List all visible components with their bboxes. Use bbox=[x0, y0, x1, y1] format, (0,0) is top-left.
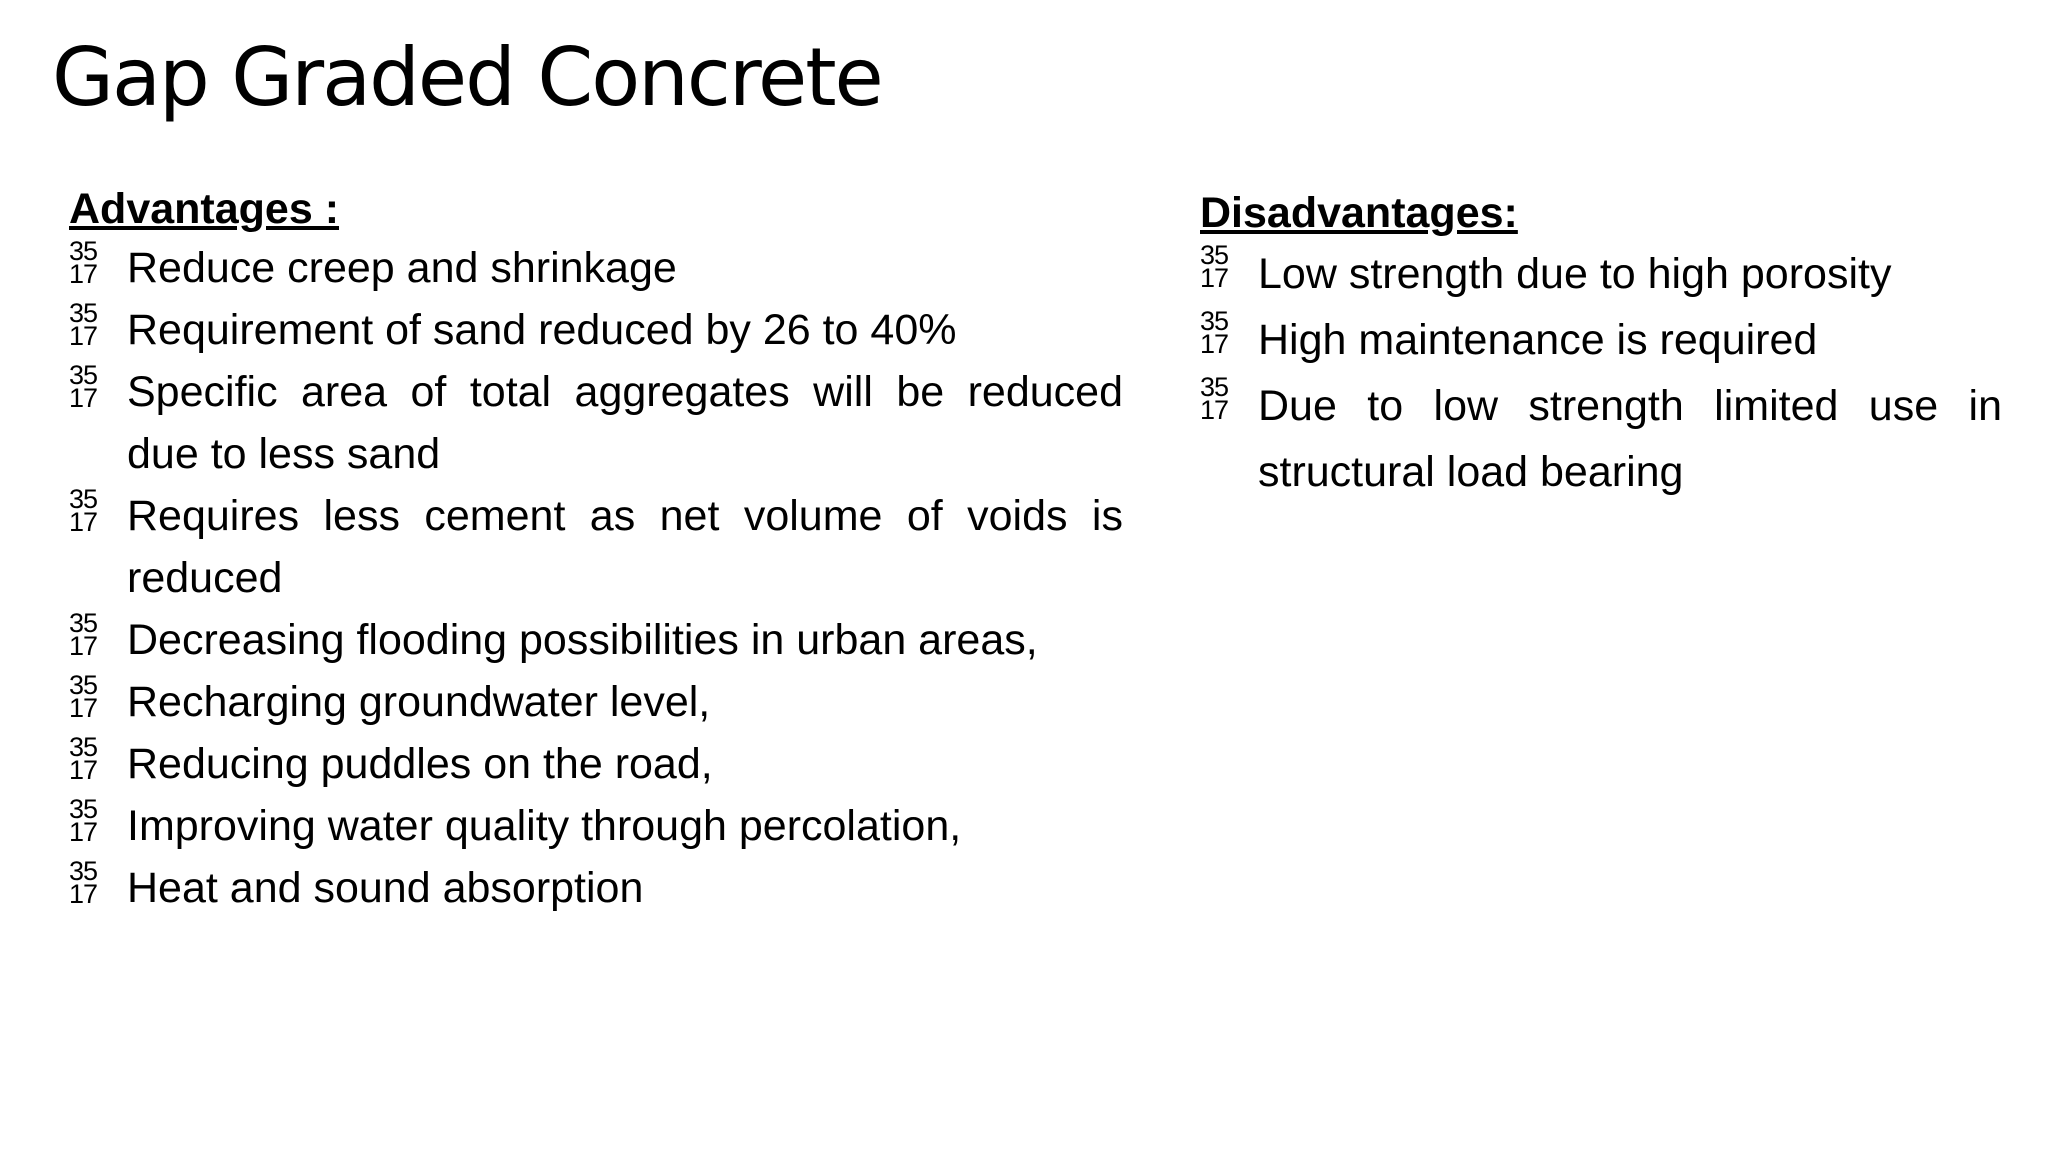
advantage-item bbox=[69, 299, 1123, 361]
bullet-icon: 35 17 bbox=[69, 608, 98, 661]
disadvantage-text: High maintenance is required bbox=[1258, 316, 1818, 364]
advantage-item bbox=[69, 733, 1123, 795]
bullet-icon: 35 17 bbox=[69, 484, 98, 537]
bullet-icon: 35 17 bbox=[69, 360, 98, 413]
advantages-heading: Advantages : bbox=[69, 185, 340, 233]
advantage-text: Heat and sound absorption bbox=[127, 864, 644, 912]
bullet-icon: 35 17 bbox=[69, 298, 98, 351]
advantage-text: Improving water quality through percolation, bbox=[127, 802, 962, 850]
advantage-text: Specific area of total aggregates will be reduced due to less sand bbox=[127, 368, 1123, 478]
disadvantages-list bbox=[1200, 241, 2002, 505]
advantage-item bbox=[69, 485, 1123, 609]
advantage-item bbox=[69, 671, 1123, 733]
advantage-item bbox=[69, 857, 1123, 919]
disadvantage-text: Low strength due to high porosity bbox=[1258, 250, 1892, 298]
advantages-section bbox=[69, 181, 1123, 919]
disadvantage-item bbox=[1200, 241, 2002, 307]
bullet-icon: 35 17 bbox=[69, 236, 98, 289]
bullet-icon: 35 17 bbox=[69, 856, 98, 909]
advantage-text: Recharging groundwater level, bbox=[127, 678, 711, 726]
disadvantages-section bbox=[1200, 185, 2002, 505]
disadvantage-item bbox=[1200, 307, 2002, 373]
bullet-icon: 35 17 bbox=[1200, 372, 1229, 425]
advantage-text: Requires less cement as net volume of voids is reduced bbox=[127, 492, 1123, 602]
disadvantage-text: Due to low strength limited use in structural load bearing bbox=[1258, 382, 2002, 496]
advantage-text: Decreasing flooding possibilities in urban areas, bbox=[127, 616, 1038, 664]
bullet-icon: 35 17 bbox=[1200, 240, 1229, 293]
advantage-text: Reduce creep and shrinkage bbox=[127, 244, 677, 292]
disadvantage-item bbox=[1200, 373, 2002, 505]
bullet-icon: 35 17 bbox=[69, 670, 98, 723]
advantage-item bbox=[69, 795, 1123, 857]
advantage-item bbox=[69, 361, 1123, 485]
bullet-icon: 35 17 bbox=[69, 794, 98, 847]
advantage-item bbox=[69, 237, 1123, 299]
advantage-item bbox=[69, 609, 1123, 671]
bullet-icon: 35 17 bbox=[1200, 306, 1229, 359]
disadvantages-heading: Disadvantages: bbox=[1200, 189, 1518, 237]
advantages-list bbox=[69, 237, 1123, 919]
slide-title: Gap Graded Concrete bbox=[52, 31, 882, 124]
advantage-text: Requirement of sand reduced by 26 to 40% bbox=[127, 306, 957, 354]
advantage-text: Reducing puddles on the road, bbox=[127, 740, 713, 788]
bullet-icon: 35 17 bbox=[69, 732, 98, 785]
